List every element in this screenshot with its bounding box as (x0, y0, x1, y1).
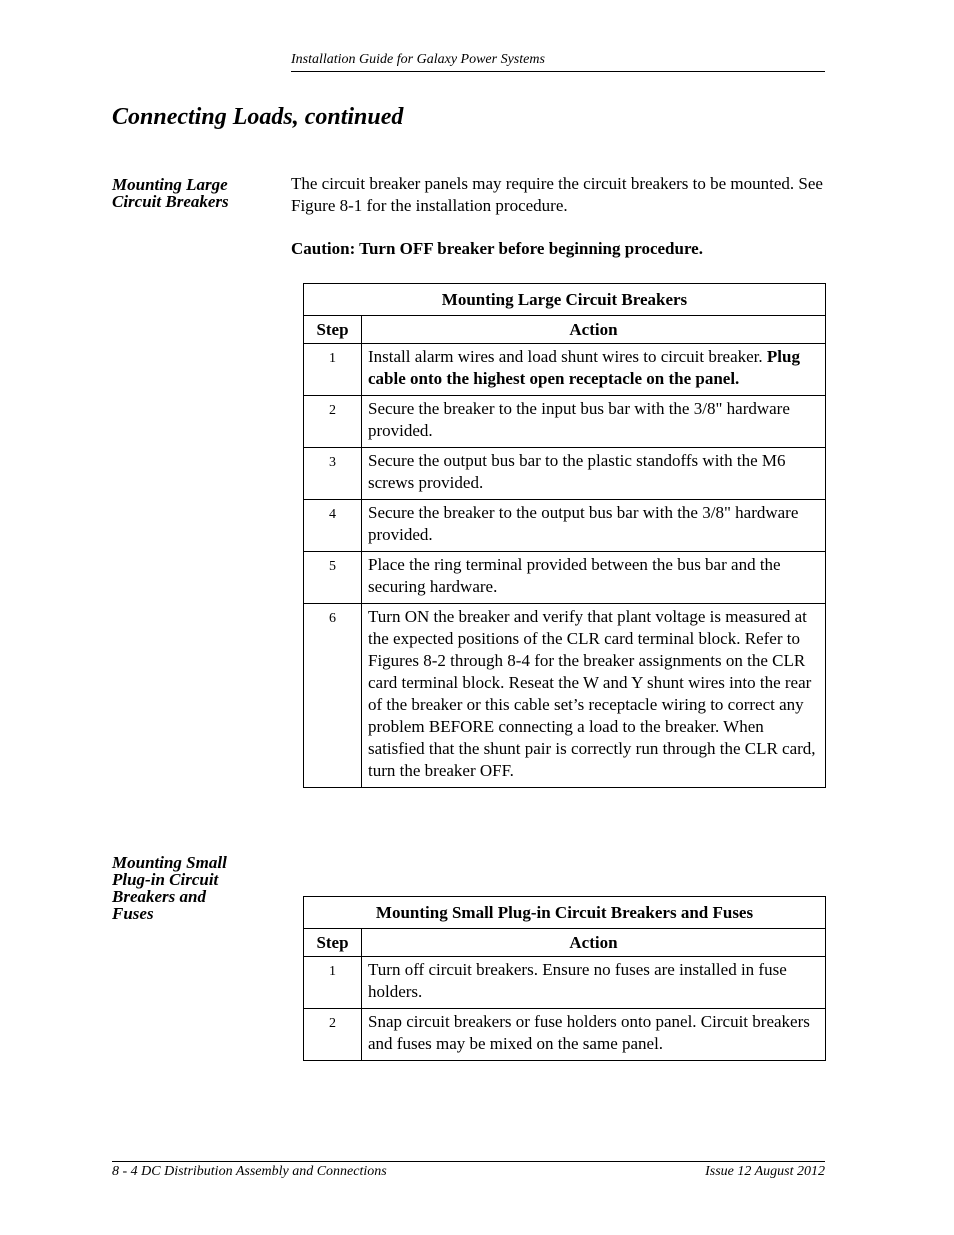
running-footer (112, 1161, 825, 1180)
table-row (304, 448, 826, 500)
column-header-step: Step (304, 316, 362, 344)
side-heading-large-breakers: Mounting Large Circuit Breakers (112, 175, 229, 211)
table-row (304, 552, 826, 604)
step-action: Secure the breaker to the input bus bar with the 3/8" hardware provided. (362, 396, 826, 448)
footer-chapter: 8 - 4 DC Distribution Assembly and Connections (112, 1164, 387, 1179)
step-number: 2 (304, 1009, 362, 1061)
step-number: 3 (304, 448, 362, 500)
step-number: 4 (304, 500, 362, 552)
step-number: 1 (304, 344, 362, 396)
table-caption: Mounting Small Plug-in Circuit Breakers and Fuses (304, 897, 826, 929)
step-number: 2 (304, 396, 362, 448)
side-heading-small-breakers: Mounting Small Plug-in Circuit Breakers and Fuses (112, 853, 227, 923)
column-header-step: Step (304, 929, 362, 957)
step-action: Turn off circuit breakers. Ensure no fuses are installed in fuse holders. (362, 957, 826, 1009)
caution-note: Caution: Turn OFF breaker before beginning procedure. (291, 239, 703, 258)
step-number: 5 (304, 552, 362, 604)
footer-issue: Issue 12 August 2012 (705, 1164, 825, 1179)
step-action: Snap circuit breakers or fuse holders onto panel. Circuit breakers and fuses may be mixed on the same panel. (362, 1009, 826, 1061)
table-row (304, 1009, 826, 1061)
step-action: Secure the breaker to the output bus bar with the 3/8" hardware provided. (362, 500, 826, 552)
step-action (362, 344, 826, 396)
large-breakers-table (303, 283, 826, 788)
table-row (304, 396, 826, 448)
table-row (304, 604, 826, 788)
table-caption: Mounting Large Circuit Breakers (304, 284, 826, 316)
table-row (304, 500, 826, 552)
column-header-action: Action (362, 316, 826, 344)
step-number: 1 (304, 957, 362, 1009)
table-row (304, 344, 826, 396)
small-breakers-table (303, 896, 826, 1061)
step-action-bold-text: Plug cable onto the highest open receptacle on the panel. (368, 347, 800, 388)
step-action-text: Install alarm wires and load shunt wires to circuit breaker. (368, 347, 763, 366)
step-number: 6 (304, 604, 362, 788)
section-title: Connecting Loads, continued (112, 104, 404, 130)
table-row (304, 957, 826, 1009)
running-header: Installation Guide for Galaxy Power Systems (291, 52, 825, 72)
intro-paragraph: The circuit breaker panels may require the circuit breakers to be mounted. See Figure 8-1 for the installation procedure. (291, 174, 823, 215)
step-action: Place the ring terminal provided between the bus bar and the securing hardware. (362, 552, 826, 604)
step-action: Secure the output bus bar to the plastic standoffs with the M6 screws provided. (362, 448, 826, 500)
column-header-action: Action (362, 929, 826, 957)
step-action: Turn ON the breaker and verify that plant voltage is measured at the expected positions of the CLR card terminal block. Refer to Figures 8-2 through 8-4 for the breaker assignments on the CLR card terminal block. Reseat the W and Y shunt wires into the rear of the breaker or this cable set’s receptacle wiring to correct any problem BEFORE connecting a load to the breaker. When satisfied that the shunt pair is correctly run through the CLR card, turn the breaker OFF. (362, 604, 826, 788)
